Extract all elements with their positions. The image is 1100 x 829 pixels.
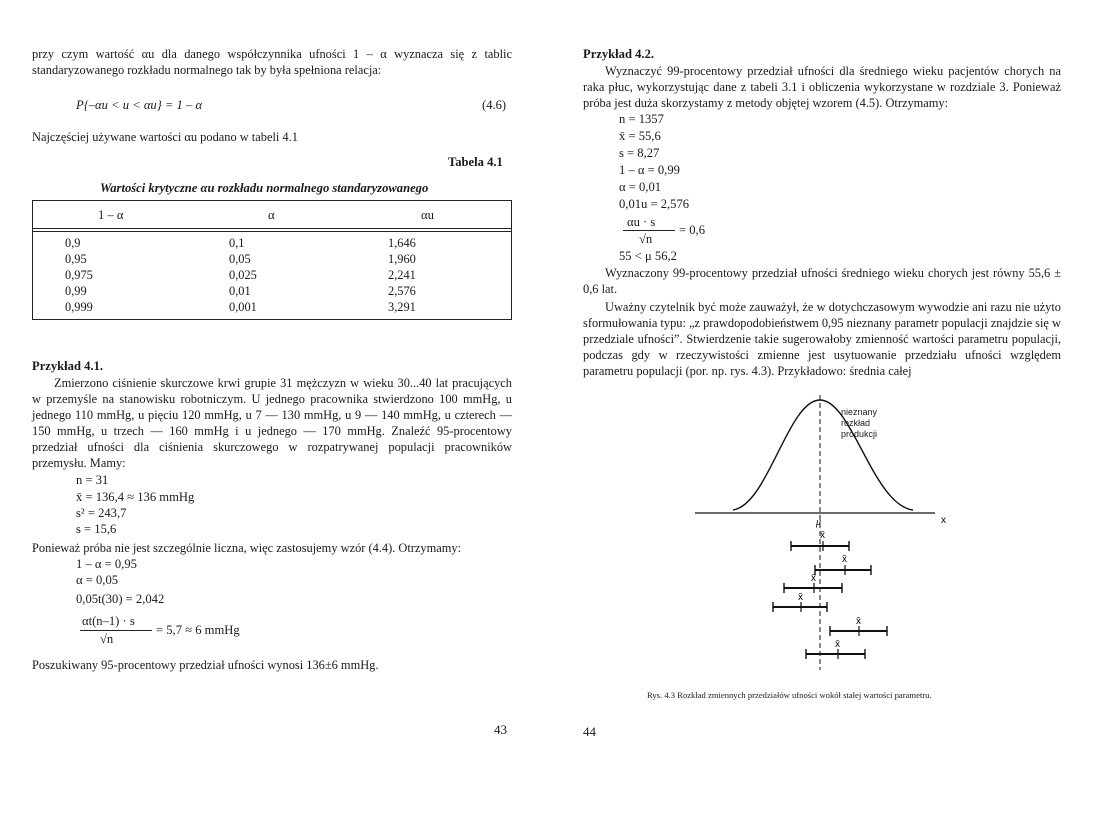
intro-paragraph: przy czym wartość αu dla danego współczynnika ufności 1 – α wyznacza się z tablic standaryzowanego rozkładu normalnego tak by była spełniona relacja:: [32, 47, 512, 77]
interval-mean-label: x̄: [798, 592, 803, 603]
table-header-divider: [32, 228, 512, 229]
table-cell: 0,9: [65, 236, 81, 250]
table-cell: 0,025: [229, 268, 257, 282]
figure-4-3: [583, 395, 1061, 695]
equation-number: (4.6): [482, 98, 507, 112]
table-row: [1, 252, 416, 268]
interval-6: [806, 639, 865, 659]
ex2-u-value: 0,01u = 2,576: [619, 197, 690, 211]
ex1-fraction-denominator: √n: [100, 632, 114, 646]
table-header-3: αu: [421, 208, 434, 222]
table-label: Tabela 4.1: [448, 155, 503, 169]
ex1-fraction-numerator: αt(n–1) · s: [82, 614, 135, 628]
table-header-divider-2: [32, 231, 512, 232]
ex2-n: n = 1357: [619, 112, 664, 126]
ex1-fraction-result: = 5,7 ≈ 6 mmHg: [156, 623, 240, 637]
ex2-inequality: 55 < μ 56,2: [619, 249, 677, 263]
table-cell: 0,01: [229, 284, 251, 298]
figure-caption: Rys. 4.3 Rozkład zmiennych przedziałów ufności wokół stałej wartości parametru.: [647, 690, 932, 700]
page-number-right: 44: [583, 724, 596, 739]
interval-mean-label: x̄: [856, 616, 861, 627]
table-cell: 2,241: [388, 268, 416, 282]
critical-values-table: [1, 236, 416, 316]
table-cell: 1,960: [388, 252, 416, 266]
ex2-mean: x̄ = 55,6: [619, 129, 661, 143]
ex1-std: s = 15,6: [76, 522, 117, 536]
table-header-1: 1 – α: [98, 208, 124, 222]
ex2-std: s = 8,27: [619, 146, 660, 160]
example-4-1-text: Zmierzono ciśnienie skurczowe krwi grupie 31 mężczyzn w wieku 30...40 lat pracujących w przemyśle na stanowisku robotniczym. U jednego pracownika stwierdzono 100 mmHg, u jednego 110 mmHg, u pięciu 120 mmHg, u 7 — 130 mmHg, u 9 — 140 mmHg, u czterech — 150 mmHg, u trzech — 160 mmHg i u jednego — 170 mmHg. Znaleźć 95-procentowy przedział ufności dla ciśnienia skurczowego w rozpatrywanej populacji pracowników przemysłu. Mamy:: [32, 376, 512, 470]
interval-mean-label: x̄: [842, 554, 847, 565]
table-cell: 0,1: [229, 236, 245, 250]
table-title: Wartości krytyczne αu rozkładu normalnego standaryzowanego: [100, 181, 429, 195]
example-4-2-text: Wyznaczyć 99-procentowy przedział ufności dla średniego wieku pacjentów chorych na raka płuc, wykorzystując dane z tabeli 3.1 i obliczenia wykorzystane w rozdziale 3. Ponieważ próba jest duża skorzystamy z metody objętej wzorem (4.5). Otrzymamy:: [583, 64, 1061, 110]
ex2-result: Wyznaczony 99-procentowy przedział ufności średniego wieku chorych jest równy 55,6 ± 0,6 lat.: [583, 266, 1061, 296]
table-cell: 1,646: [388, 236, 416, 250]
interval-2: [815, 554, 871, 575]
table-row: [1, 268, 416, 284]
table-cell: 0,95: [65, 252, 87, 266]
ex2-alpha: α = 0,01: [619, 180, 662, 194]
table-cell: 3,291: [388, 300, 416, 314]
ex2-confidence: 1 – α = 0,99: [619, 163, 680, 177]
paragraph-confidence-intervals: Uważny czytelnik być może zauważył, że w dotychczasowym wywodzie ani razu nie użyto sformułowania typu: „z prawdopodobieństwem 0,95 nieznany parametr populacji znajdzie się w przedziale ufności”. Stwierdzenie takie sugerowałoby zmienność wartości parametru populacji, podczas gdy w rzeczywistości zmienne jest usytuowanie przedziału ufności względem parametru populacji (por. np. rys. 4.3). Przykładowo: średnia całej: [583, 300, 1061, 378]
ex1-result: Poszukiwany 95-procentowy przedział ufności wynosi 136±6 mmHg.: [32, 658, 379, 672]
table-cell: 2,576: [388, 284, 416, 298]
ex2-fraction-numerator: αu · s: [627, 215, 656, 229]
ex1-variance: s² = 243,7: [76, 506, 127, 520]
ex1-alpha: α = 0,05: [76, 573, 119, 587]
page-number-left: 43: [494, 722, 507, 737]
ex1-fraction-line: [80, 630, 152, 631]
table-row: [1, 236, 416, 252]
figure-mu-label: μ: [816, 517, 822, 528]
table-cell: 0,975: [65, 268, 93, 282]
common-values-text: Najczęściej używane wartości αu podano w tabeli 4.1: [32, 130, 298, 144]
interval-mean-label: x̄: [835, 639, 840, 650]
example-4-1-heading: Przykład 4.1.: [32, 359, 104, 373]
interval-3: [784, 573, 842, 593]
ex1-n: n = 31: [76, 473, 109, 487]
ex1-mean: x̄ = 136,4 ≈ 136 mmHg: [76, 490, 195, 504]
table-cell: 0,001: [229, 300, 257, 314]
table-row: [1, 300, 416, 316]
table-cell: 0,05: [229, 252, 251, 266]
ex2-fraction-denominator: √n: [639, 232, 653, 246]
equation-4-6: P{–αu < u < αu} = 1 – α: [76, 98, 203, 112]
figure-curve-label: nieznany rozkład produkcji: [841, 407, 878, 439]
interval-4: [773, 592, 827, 612]
interval-5: [830, 616, 887, 636]
table-row: [1, 284, 416, 300]
table-cell: 0,99: [65, 284, 87, 298]
table-header-2: α: [268, 208, 275, 222]
figure-x-label: x: [941, 515, 946, 526]
interval-mean-label: x̄: [820, 530, 825, 541]
example-4-2-heading: Przykład 4.2.: [583, 47, 655, 61]
ex1-confidence: 1 – α = 0,95: [76, 557, 137, 571]
ex1-because-text: Ponieważ próba nie jest szczególnie liczna, więc zastosujemy wzór (4.4). Otrzymamy:: [32, 541, 462, 555]
ex1-t-value: 0,05t(30) = 2,042: [76, 592, 165, 606]
table-cell: 0,999: [65, 300, 93, 314]
interval-mean-label: x̄: [811, 573, 816, 584]
ex2-fraction-result: = 0,6: [679, 223, 705, 237]
